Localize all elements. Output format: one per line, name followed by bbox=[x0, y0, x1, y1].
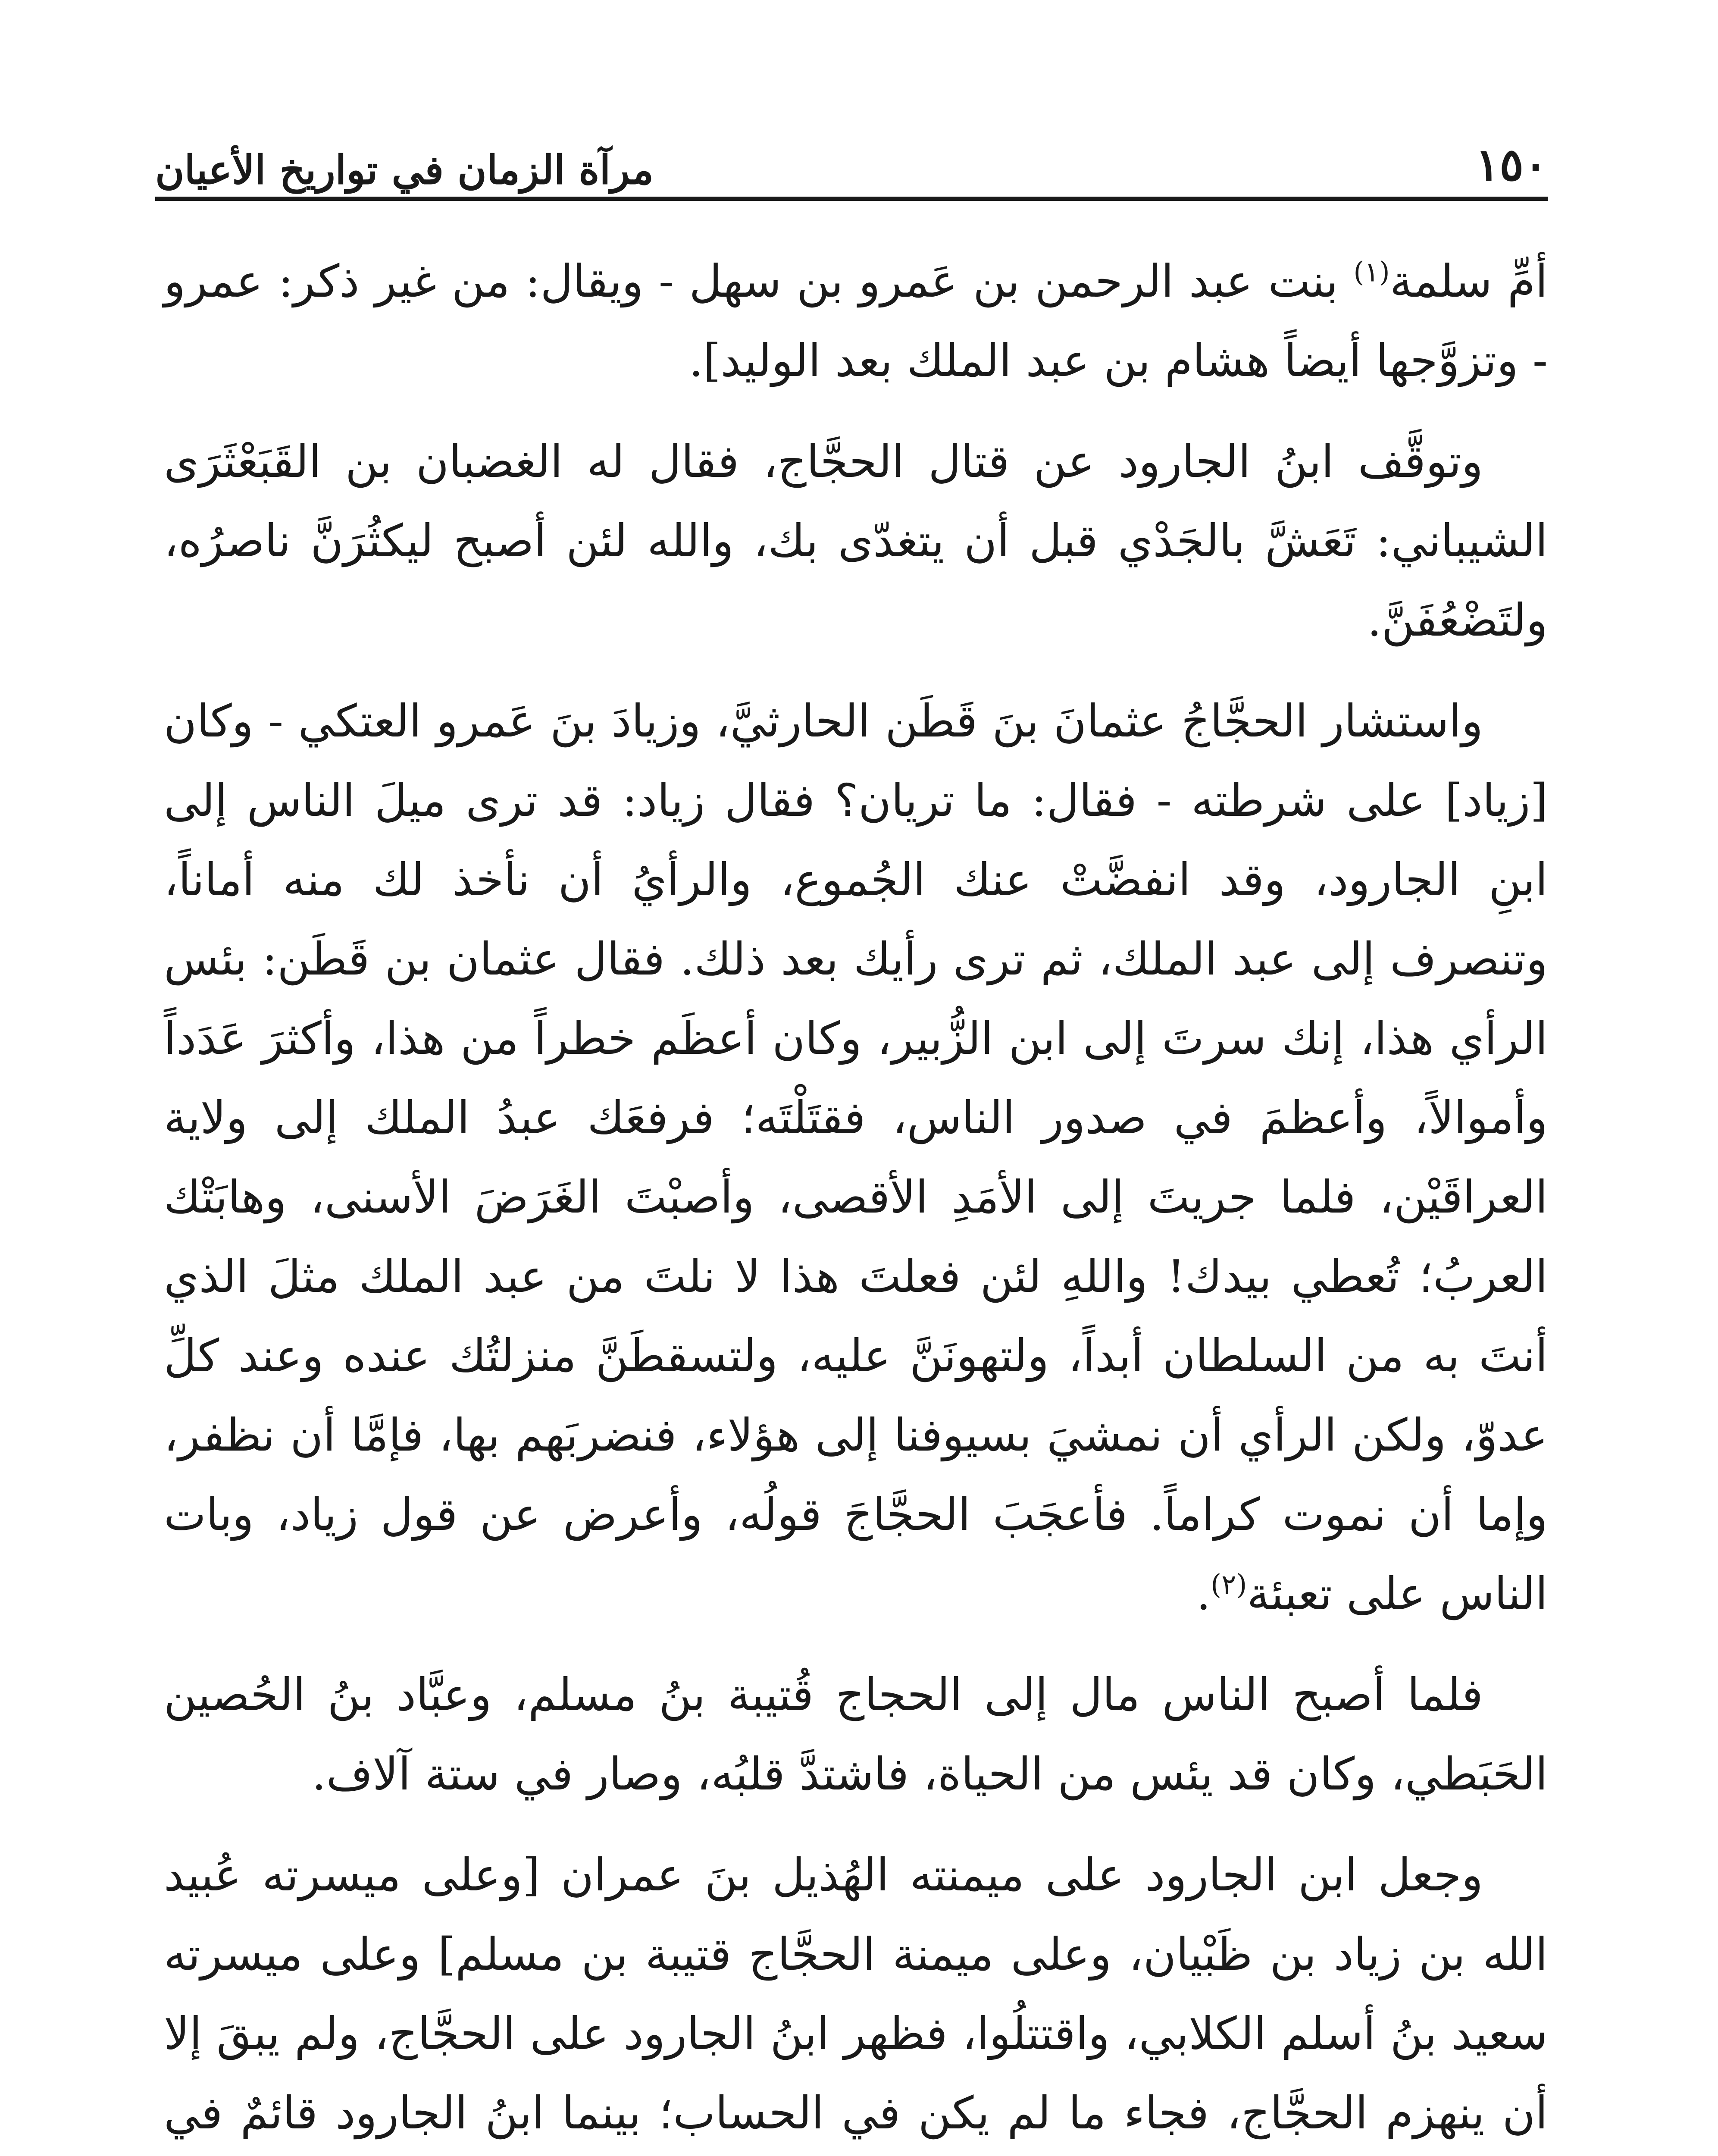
paragraph bbox=[164, 681, 1548, 1633]
paragraph: فلما أصبح الناس مال إلى الحجاج قُتيبة بنُ مسلم، وعبَّاد بنُ الحُصين الحَبَطي، وكان قد يئس من الحياة، فاشتدَّ قلبُه، وصار في ستة آلاف. bbox=[164, 1668, 1548, 1800]
paragraph-text: واستشار الحجَّاجُ عثمانَ بنَ قَطَن الحارثيَّ، وزيادَ بنَ عَمرو العتكي - وكان [زياد] على شرطته - فقال: ما تريان؟ فقال زياد: قد ترى ميلَ الناس إلى ابنِ الجارود، وقد انفضَّتْ عنك الجُموع، والرأيُ أن نأخذ لك منه أماناً، وتنصرف إلى عبد الملك، ثم ترى رأيك بعد ذلك. فقال عثمان بن قَطَن: بئس الرأي هذا، إنك سرتَ إلى ابن الزُّبير، وكان أعظَم خطراً من هذا، وأكثرَ عَدَداً وأموالاً، وأعظمَ في صدور الناس، فقتَلْتَه؛ فرفعَك عبدُ الملك إلى ولاية العراقَيْن، فلما جريتَ إلى الأمَدِ الأقصى، وأصبْتَ الغَرَضَ الأسنى، وهابَتْك العربُ؛ تُعطي بيدك! واللهِ لئن فعلتَ هذا لا نلتَ من عبد الملك مثلَ الذي أنتَ به من السلطان أبداً، ولتهونَنَّ عليه، ولتسقطَنَّ منزلتُك عنده وعند كلِّ عدوّ، ولكن الرأي أن نمشيَ بسيوفنا إلى هؤلاء، فنضربَهم بها، فإمَّا أن نظفر، وإما أن نموت كراماً. فأعجَبَ الحجَّاجَ قولُه، وأعرض عن قول زياد، وبات الناس على تعبئة bbox=[164, 695, 1548, 1620]
footnote-ref: (٢) bbox=[1211, 1569, 1247, 1601]
paragraph-text: بنت عبد الرحمن بن عَمرو بن سهل - ويقال: من غير ذكر: عمرو - وتزوَّجها أيضاً هشام بن عبد الملك بعد الوليد]. bbox=[164, 255, 1548, 387]
paragraph: وجعل ابن الجارود على ميمنته الهُذيل بنَ عمران [وعلى ميسرته عُبيد الله بن زياد بن ظَبْيان، وعلى ميمنة الحجَّاج قتيبة بن مسلم] وعلى ميسرته سعيد بنُ أسلم الكلابي، واقتتلُوا، فظهر ابنُ الجارود على الحجَّاج، ولم يبقَ إلا أن ينهزم الحجَّاج، فجاء ما لم يكن في الحساب؛ بينما ابنُ الجارود قائمٌ في bbox=[164, 1849, 1548, 2139]
paragraph-text: أمِّ سلمة bbox=[1389, 255, 1548, 307]
page-number: ١٥٠ bbox=[1475, 138, 1548, 191]
running-title: مرآة الزمان في تواريخ الأعيان bbox=[155, 147, 654, 193]
paragraph: وتوقَّف ابنُ الجارود عن قتال الحجَّاج، فقال له الغضبان بن القَبَعْثَرَى الشيباني: تَعَشَّ بالجَدْي قبل أن يتغدّى بك، والله لئن أصبح ليكثُرَنَّ ناصرُه، ولتَضْعُفَنَّ. bbox=[164, 435, 1548, 646]
header-rule bbox=[155, 197, 1548, 201]
paragraph-end: . bbox=[1196, 1567, 1211, 1620]
main-text bbox=[164, 241, 1548, 2156]
paragraph bbox=[164, 241, 1548, 400]
footnote-ref: (١) bbox=[1353, 256, 1390, 288]
page-header bbox=[155, 129, 1548, 194]
